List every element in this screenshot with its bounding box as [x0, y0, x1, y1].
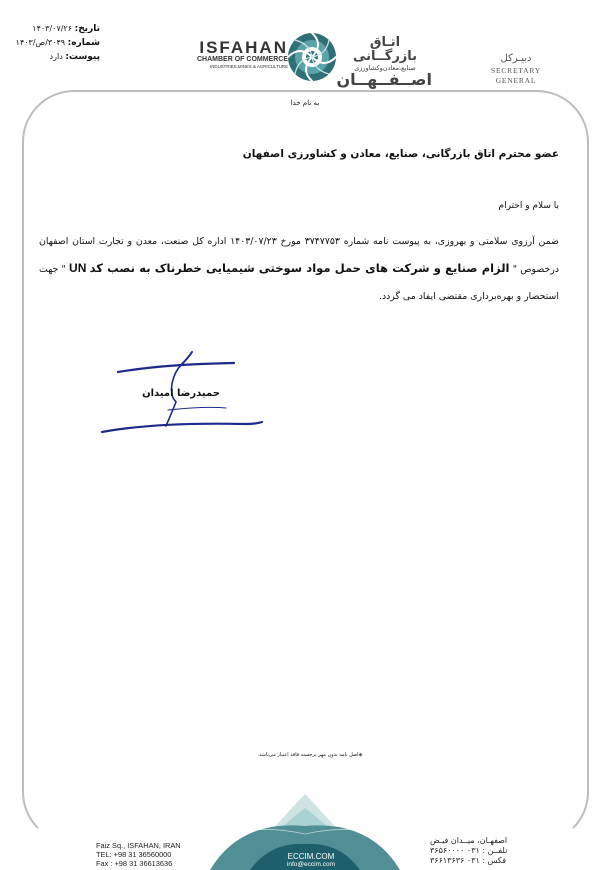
footnote-text: اصل نامه بدون مهر برجسته فاقد اعتبار می‌باشد. — [257, 752, 359, 758]
logo-english — [196, 40, 288, 70]
fax-en: Fax : +98 31 36613636 — [96, 859, 173, 868]
fax-fa: فکس : ۰۳۱ ۳۶۶۱۳۶۳۶ — [430, 856, 507, 865]
attachment-row — [8, 50, 100, 64]
office-title-fa: دبیـرکل — [500, 53, 532, 64]
date-value: ۱۴۰۳/۰۷/۲۶ — [32, 24, 73, 33]
bismillah: به نام خدا — [290, 99, 320, 107]
number-row — [8, 36, 100, 50]
email[interactable]: info@eccim.com — [286, 861, 336, 868]
website[interactable]: ECCIM.COM — [287, 852, 335, 861]
chamber-logo-icon — [284, 30, 340, 84]
date-label: تاریخ: — [74, 24, 100, 34]
logo-en-line1: CHAMBER OF COMMERCE — [197, 56, 288, 63]
letter-body-paragraph — [39, 228, 559, 310]
logo-fa-line2: صنایع،معادن‌وکشاورزی — [354, 64, 416, 72]
tel-en: TEL: +98 31 36560000 — [96, 850, 172, 859]
footer-web — [276, 853, 346, 869]
number-label: شماره: — [67, 38, 100, 48]
bullet-icon: ◆ — [358, 752, 363, 758]
number-value: ۳۰۴۹/ص/۱۴۰۳ — [15, 38, 66, 47]
logo-en-title: ISFAHAN — [199, 38, 288, 57]
address-en: Faiz Sq., ISFAHAN, IRAN — [96, 841, 181, 850]
greeting: با سلام و احترام — [498, 201, 559, 211]
attachment-value: دارد — [49, 52, 63, 61]
body-text-bold: الزام صنایع و شرکت های حمل مواد سوختی شیمیایی خطرناک به نصب کد — [89, 261, 510, 275]
office-title-en: SECRETARY GENERAL — [491, 66, 541, 85]
logo-fa-line3: اصــفــهــان — [336, 70, 432, 89]
recipient-line: عضو محترم اتاق بازرگانی، صنایع، معادن و کشاورزی اصفهان — [242, 148, 559, 160]
footer-address-fa — [430, 836, 550, 866]
letter-meta — [8, 22, 100, 64]
tel-fa: تلفــن : ۰۳۱ ۳۶۵۶۰۰۰۰ — [430, 846, 508, 855]
validity-footnote — [240, 752, 380, 758]
signer-name: حمیدرضا امیدان — [142, 388, 220, 399]
body-text-start: ضمن آرزوی سلامتی و بهروزی، به پیوست نامه شماره ۳۷۴۷۷۵۳ مورخ ۱۴۰۳/۰۷/۲۳ اداره کل صنعت، معدن و تجارت استان اصفهان درخصوص " — [39, 236, 560, 275]
logo-en-line2: INDUSTRIES,MINES & AGRICULTURE — [210, 64, 288, 69]
address-fa: اصفهـان، میــدان فیـض — [430, 836, 508, 845]
body-text-end: " جهت استحضار و بهره‌برداری مقتضی ایفاد می گردد. — [39, 264, 559, 302]
body-text-un-code: UN — [69, 261, 87, 275]
footer-address-en — [96, 841, 196, 868]
attachment-label: پیوست: — [65, 52, 100, 62]
logo-persian — [338, 36, 432, 88]
logo-fa-line1: اتـاق بازرگــانی — [352, 35, 418, 64]
office-title — [470, 52, 562, 86]
date-row — [8, 22, 100, 36]
